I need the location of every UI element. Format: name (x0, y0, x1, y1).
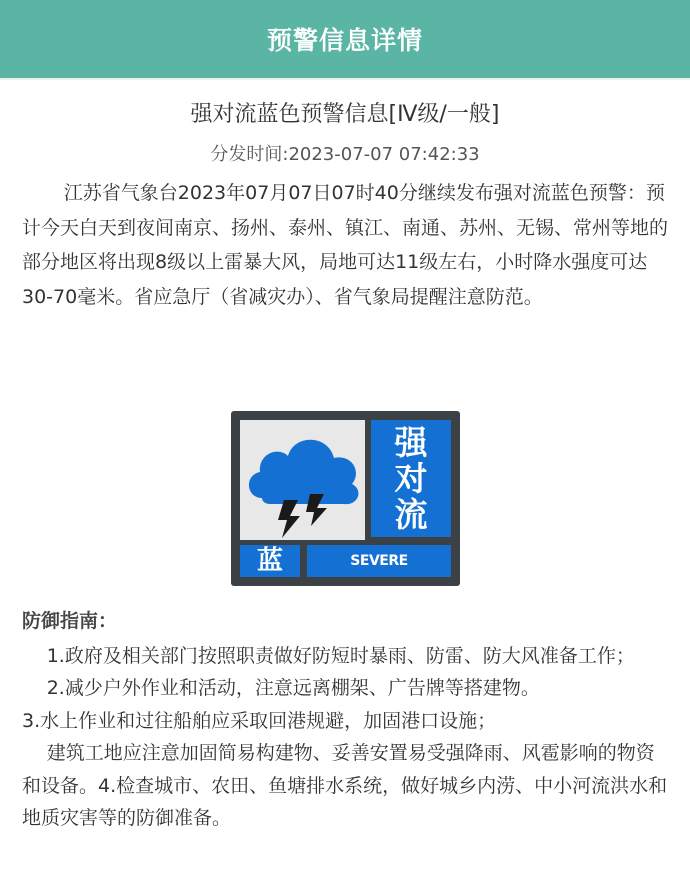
guide-item-3: 3.水上作业和过往船舶应采取回港规避，加固港口设施； (22, 709, 497, 732)
page-title: 预警信息详情 (266, 26, 423, 55)
type-char-2: 对 (394, 458, 428, 498)
type-char-3: 流 (394, 494, 428, 534)
guide-item-4: 建筑工地应注意加固简易构建物、妥善安置易受强降雨、风雹影响的物资和设备。4.检查城市、农田、鱼塘排水系统，做好城乡内涝、中小河流洪水和地质灾害等的防御准备。 (22, 742, 668, 829)
guide-item-2: 2.减少户外作业和活动，注意远离棚架、广告牌等搭建物。 (46, 677, 540, 699)
english-type-label: SEVERE CONVECTION (307, 545, 451, 577)
page-header (0, 0, 690, 80)
warning-content: 江苏省气象台2023年07月07日07时40分继续发布强对流蓝色预警：预计今天白天到夜间南京、扬州、泰州、镇江、南通、苏州、无锡、常州等地的部分地区将出现8级以上雷暴大风，局地可达11级左右，小时降水强度可达30-70毫米。省应急厅（省减灾办）、省气象局提醒注意防范。 (22, 182, 669, 308)
issued-time: 分发时间:2023-07-07 07:42:33 (210, 144, 480, 165)
defense-guide (22, 605, 672, 835)
type-char-1: 强 (394, 422, 428, 462)
warning-badge (231, 411, 460, 601)
guide-item-1: 1.政府及相关部门按照职责做好防短时暴雨、防雷、防大风准备工作； (46, 644, 635, 667)
thunderstorm-icon (240, 420, 365, 540)
warning-type-label (371, 420, 451, 537)
warning-title: 强对流蓝色预警信息[Ⅳ级/一般] (190, 102, 500, 127)
warning-level-label: 蓝 (240, 545, 300, 577)
guide-heading: 防御指南： (22, 610, 118, 632)
